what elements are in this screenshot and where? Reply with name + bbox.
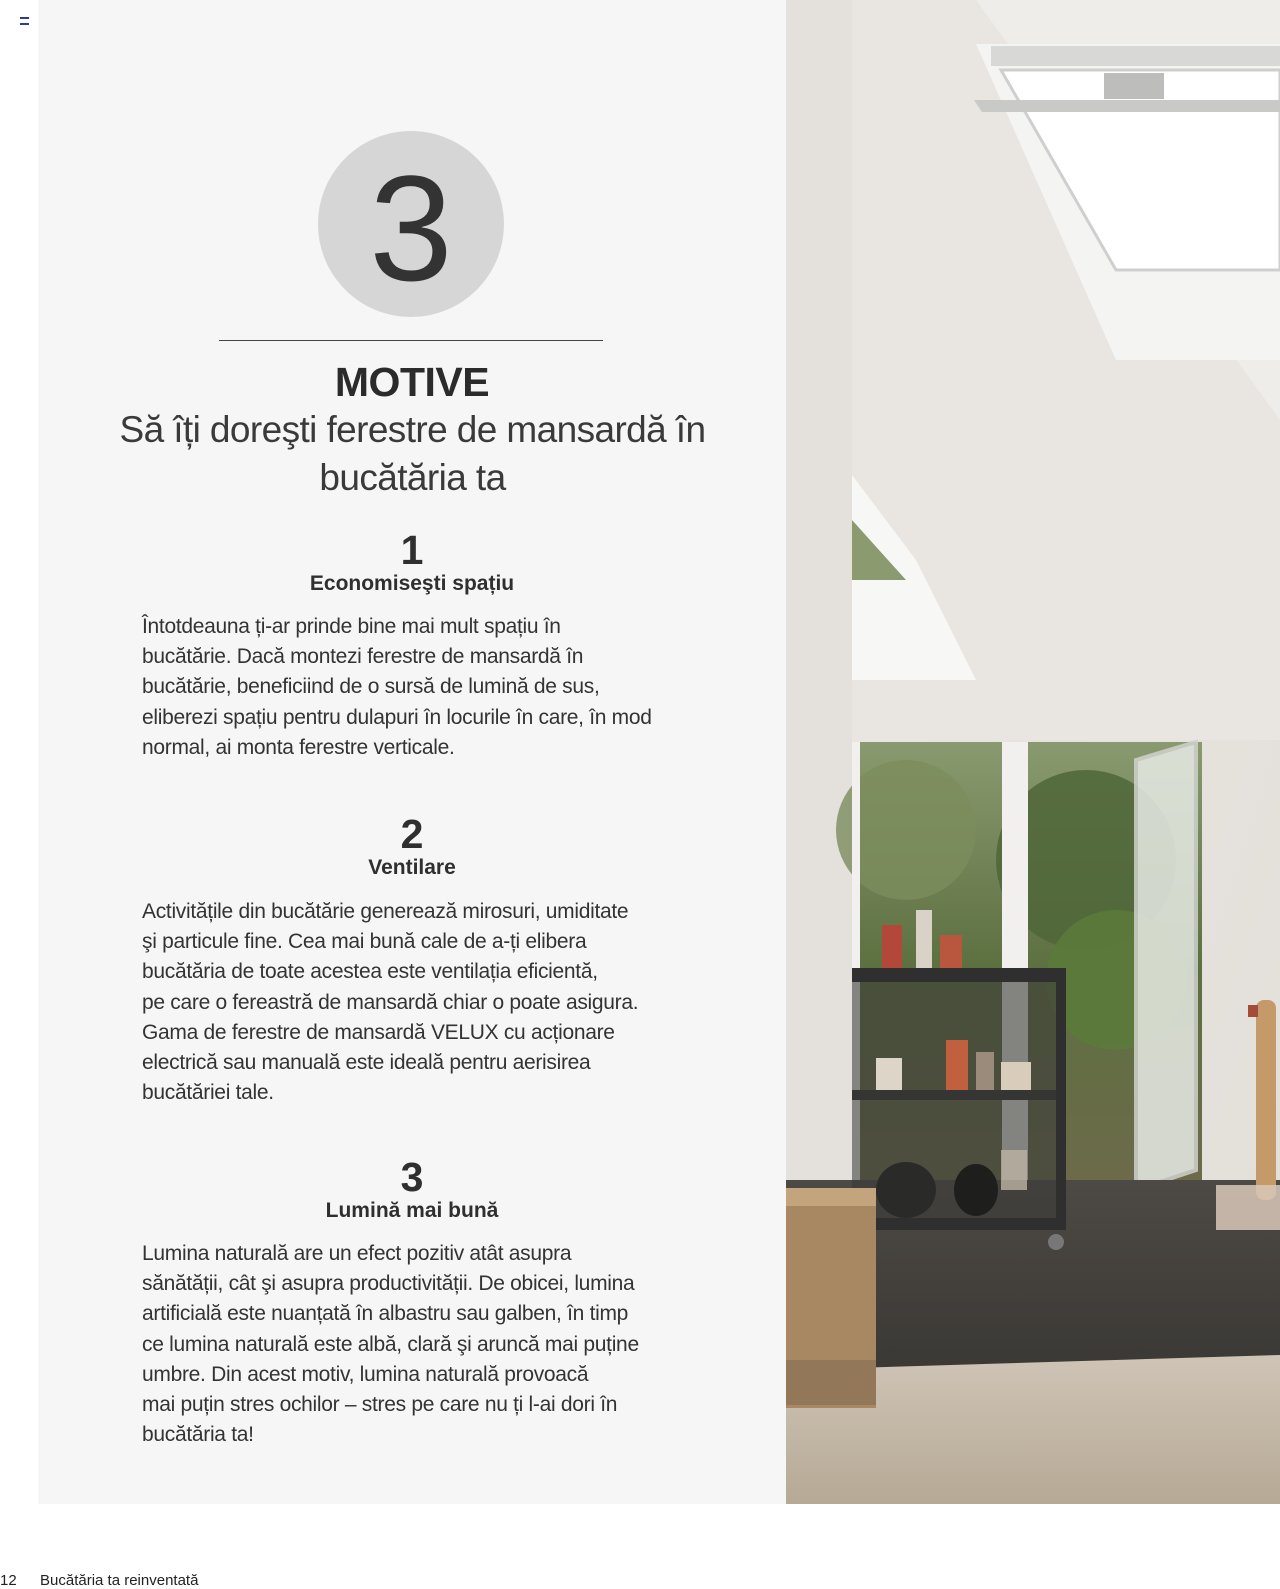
paragraph-line: pe care o fereastră de mansardă chiar o poate asigura. (142, 990, 639, 1014)
paragraph-line: şi particule fine. Cea mai bună cale de a-ți elibera (142, 930, 587, 954)
paragraph-line: bucătărie. Dacă montezi ferestre de mansardă în (142, 645, 584, 669)
footer-title: Bucătăria ta reinventată (40, 1572, 199, 1589)
reason-heading: Ventilare (368, 856, 456, 879)
paragraph-line: umbre. Din acest motiv, lumina naturală provoacă (142, 1362, 589, 1386)
paragraph-line: Întotdeauna ți-ar prinde bine mai mult spațiu în (142, 615, 561, 638)
big-number: 3 (369, 144, 453, 312)
kitchen-photo (786, 0, 1280, 1504)
reason-number: 1 (400, 527, 424, 573)
paragraph-line: mai puțin stres ochilor – stres pe care nu ți l-ai dori în (142, 1393, 618, 1417)
paragraph-line: bucătărie, beneficiind de o sursă de lumină de sus, (142, 675, 600, 699)
page-number: 12 (0, 1572, 17, 1589)
paragraph-line: eliberezi spațiu pentru dulapuri în locurile în care, în mod (142, 705, 652, 729)
paragraph-line: normal, ai monta ferestre verticale. (142, 735, 455, 759)
subtitle-line: bucătăria ta (319, 457, 506, 498)
paragraph-line: bucătăria ta! (142, 1423, 254, 1447)
paragraph-line: Gama de ferestre de mansardă VELUX cu acționare (142, 1020, 615, 1044)
paragraph-line: bucătăria de toate acestea este ventilația eficientă, (142, 960, 598, 984)
reason-paragraph (142, 1239, 702, 1450)
reason-paragraph (142, 612, 702, 763)
reason-paragraph (142, 897, 702, 1108)
paragraph-line: ce lumina naturală este albă, clară şi aruncă mai puține (142, 1332, 639, 1356)
reason-heading: Economiseşti spațiu (309, 572, 515, 595)
motive-title: MOTIVE (334, 359, 490, 405)
paragraph-line: artificială este nuanțată în albastru sau galben, în timp (142, 1302, 629, 1326)
reason-number: 2 (400, 811, 424, 857)
divider-line (219, 340, 603, 341)
menu-icon[interactable] (20, 17, 29, 25)
paragraph-line: sănătății, cât şi asupra productivității. De obicei, lumina (142, 1272, 635, 1296)
reason-heading: Lumină mai bună (325, 1199, 499, 1222)
reason-number: 3 (400, 1154, 424, 1200)
paragraph-line: electrică sau manuală este ideală pentru aerisirea (142, 1051, 591, 1075)
subtitle (90, 406, 735, 502)
number-circle (318, 131, 504, 317)
paragraph-line: Activitățile din bucătărie generează mirosuri, umiditate (142, 900, 629, 923)
paragraph-line: Lumina naturală are un efect pozitiv atât asupra (142, 1242, 572, 1265)
subtitle-line: Să îți doreşti ferestre de mansardă în (119, 409, 706, 450)
paragraph-line: bucătăriei tale. (142, 1081, 274, 1105)
